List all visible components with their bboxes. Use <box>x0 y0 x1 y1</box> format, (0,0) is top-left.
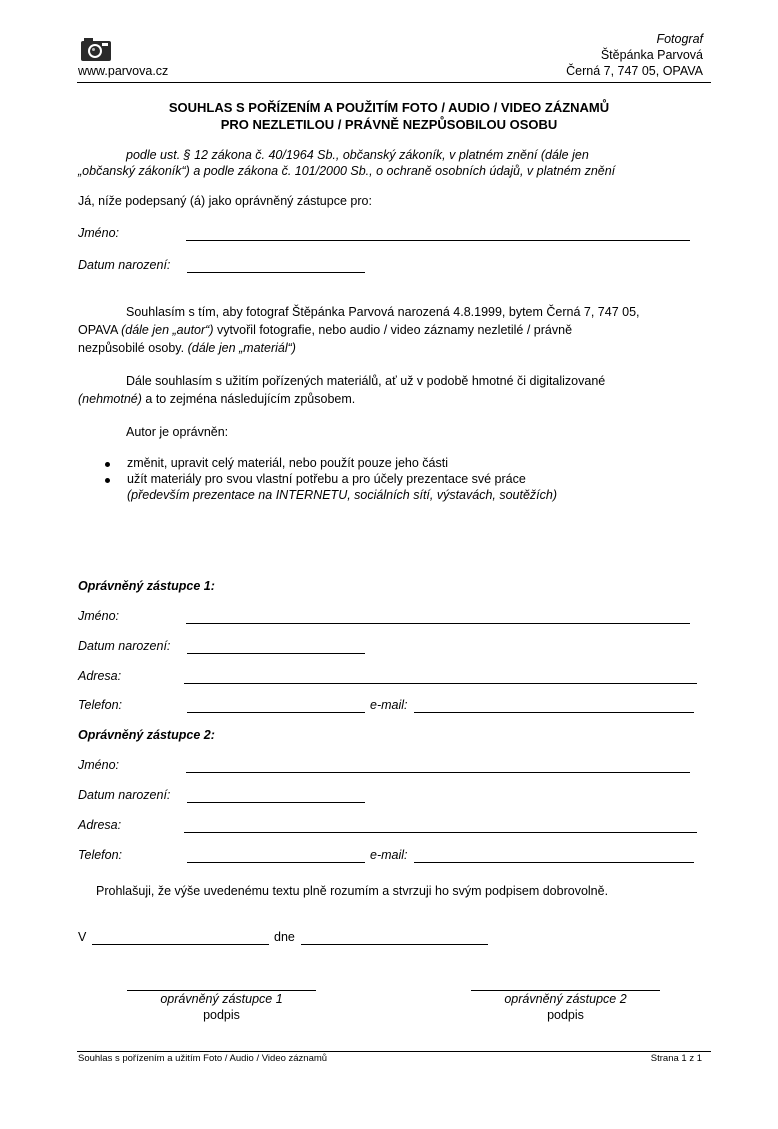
rep1-email-label: e-mail: <box>370 698 408 712</box>
rep2-phone-label: Telefon: <box>78 848 123 862</box>
legal-basis-line-1: podle ust. § 12 zákona č. 40/1964 Sb., občanský zákoník, v platném znění (dále jen <box>126 148 589 162</box>
footer-divider <box>77 1051 711 1052</box>
rep1-heading: Oprávněný zástupce 1: <box>78 579 215 593</box>
bullet-icon <box>105 462 110 467</box>
consent-intangible-term: (nehmotné) <box>78 392 142 406</box>
consent-p1-line-2 <box>78 323 572 337</box>
child-name-label: Jméno: <box>78 226 119 240</box>
rep2-dob-label: Datum narození: <box>78 788 171 802</box>
bullet-item-1: změnit, upravit celý materiál, nebo použít pouze jeho části <box>127 456 449 470</box>
rep2-name-field[interactable] <box>186 772 690 773</box>
footer-page-number: Strana 1 z 1 <box>650 1053 702 1064</box>
rep1-name-label: Jméno: <box>78 609 119 623</box>
signature-role-1: oprávněný zástupce 1 <box>160 992 283 1006</box>
consent-p1-line-3a: nezpůsobilé osoby. <box>78 341 188 355</box>
header-name: Štěpánka Parvová <box>600 48 703 62</box>
rep1-phone-label: Telefon: <box>78 698 123 712</box>
consent-p1-line-3 <box>78 341 296 355</box>
rep2-email-label: e-mail: <box>370 848 408 862</box>
rep1-email-field[interactable] <box>414 712 694 713</box>
consent-material-term: (dále jen „materiál“) <box>187 341 296 355</box>
signature-label-1: podpis <box>203 1008 240 1022</box>
date-label: dne <box>274 930 295 944</box>
declaration-text: Prohlašuji, že výše uvedenému textu plně rozumím a stvrzuji ho svým podpisem dobrovolně. <box>96 884 609 898</box>
consent-p2-line-1: Dále souhlasím s užitím pořízených materiálů, ať už v podobě hmotné či digitalizované <box>126 374 606 388</box>
rep2-dob-field[interactable] <box>187 802 365 803</box>
title-line-2: PRO NEZLETILOU / PRÁVNĚ NEZPŮSOBILOU OSOBU <box>220 117 558 132</box>
bullet-icon <box>105 478 110 483</box>
signature-label-2: podpis <box>547 1008 584 1022</box>
legal-basis-line-2: „občanský zákoník“) a podle zákona č. 101/2000 Sb., o ochraně osobních údajů, v platném znění <box>78 164 616 178</box>
rep1-dob-field[interactable] <box>187 653 365 654</box>
title-line-1: SOUHLAS S POŘÍZENÍM A POUŽITÍM FOTO / AUDIO / VIDEO ZÁZNAMŮ <box>168 100 610 115</box>
rep2-heading: Oprávněný zástupce 2: <box>78 728 215 742</box>
footer-doc-name: Souhlas s pořízením a užitím Foto / Audio / Video záznamů <box>78 1053 328 1064</box>
header-address: Černá 7, 747 05, OPAVA <box>566 64 703 78</box>
signature-role-2: oprávněný zástupce 2 <box>504 992 627 1006</box>
child-dob-field[interactable] <box>187 272 365 273</box>
intro-text: Já, níže podepsaný (á) jako oprávněný zástupce pro: <box>78 194 372 208</box>
consent-p3: Autor je oprávněn: <box>126 425 229 439</box>
consent-p1-line-2c: vytvořil fotografie, nebo audio / video záznamy nezletilé / právně <box>213 323 573 337</box>
date-field[interactable] <box>301 944 488 945</box>
rep2-address-label: Adresa: <box>78 818 122 832</box>
header-divider <box>77 82 711 83</box>
rep2-phone-field[interactable] <box>187 862 365 863</box>
child-name-field[interactable] <box>186 240 690 241</box>
rep1-name-field[interactable] <box>186 623 690 624</box>
place-field[interactable] <box>92 944 269 945</box>
consent-p2-line-2b: a to zejména následujícím způsobem. <box>141 392 356 406</box>
rep1-address-label: Adresa: <box>78 669 122 683</box>
signature-line-2[interactable] <box>471 990 660 991</box>
consent-p1-line-1: Souhlasím s tím, aby fotograf Štěpánka Parvová narozená 4.8.1999, bytem Černá 7, 747 05, <box>126 305 640 319</box>
rep1-address-field[interactable] <box>184 683 697 684</box>
rep1-dob-label: Datum narození: <box>78 639 171 653</box>
signature-line-1[interactable] <box>127 990 316 991</box>
website-link[interactable]: www.parvova.cz <box>78 64 169 78</box>
rep2-address-field[interactable] <box>184 832 697 833</box>
child-dob-label: Datum narození: <box>78 258 171 272</box>
rep2-email-field[interactable] <box>414 862 694 863</box>
place-label: V <box>78 930 87 944</box>
consent-p2-line-2 <box>78 392 355 406</box>
bullet-item-2: užít materiály pro svou vlastní potřebu a pro účely prezentace své práce <box>127 472 526 486</box>
rep1-phone-field[interactable] <box>187 712 365 713</box>
consent-p1-line-2a: OPAVA <box>78 323 122 337</box>
camera-icon <box>80 36 112 62</box>
rep2-name-label: Jméno: <box>78 758 119 772</box>
consent-author-term: (dále jen „autor“) <box>121 323 214 337</box>
header-role: Fotograf <box>656 32 703 46</box>
bullet-item-2-note: (především prezentace na INTERNETU, sociálních sítí, výstavách, soutěžích) <box>127 488 558 502</box>
